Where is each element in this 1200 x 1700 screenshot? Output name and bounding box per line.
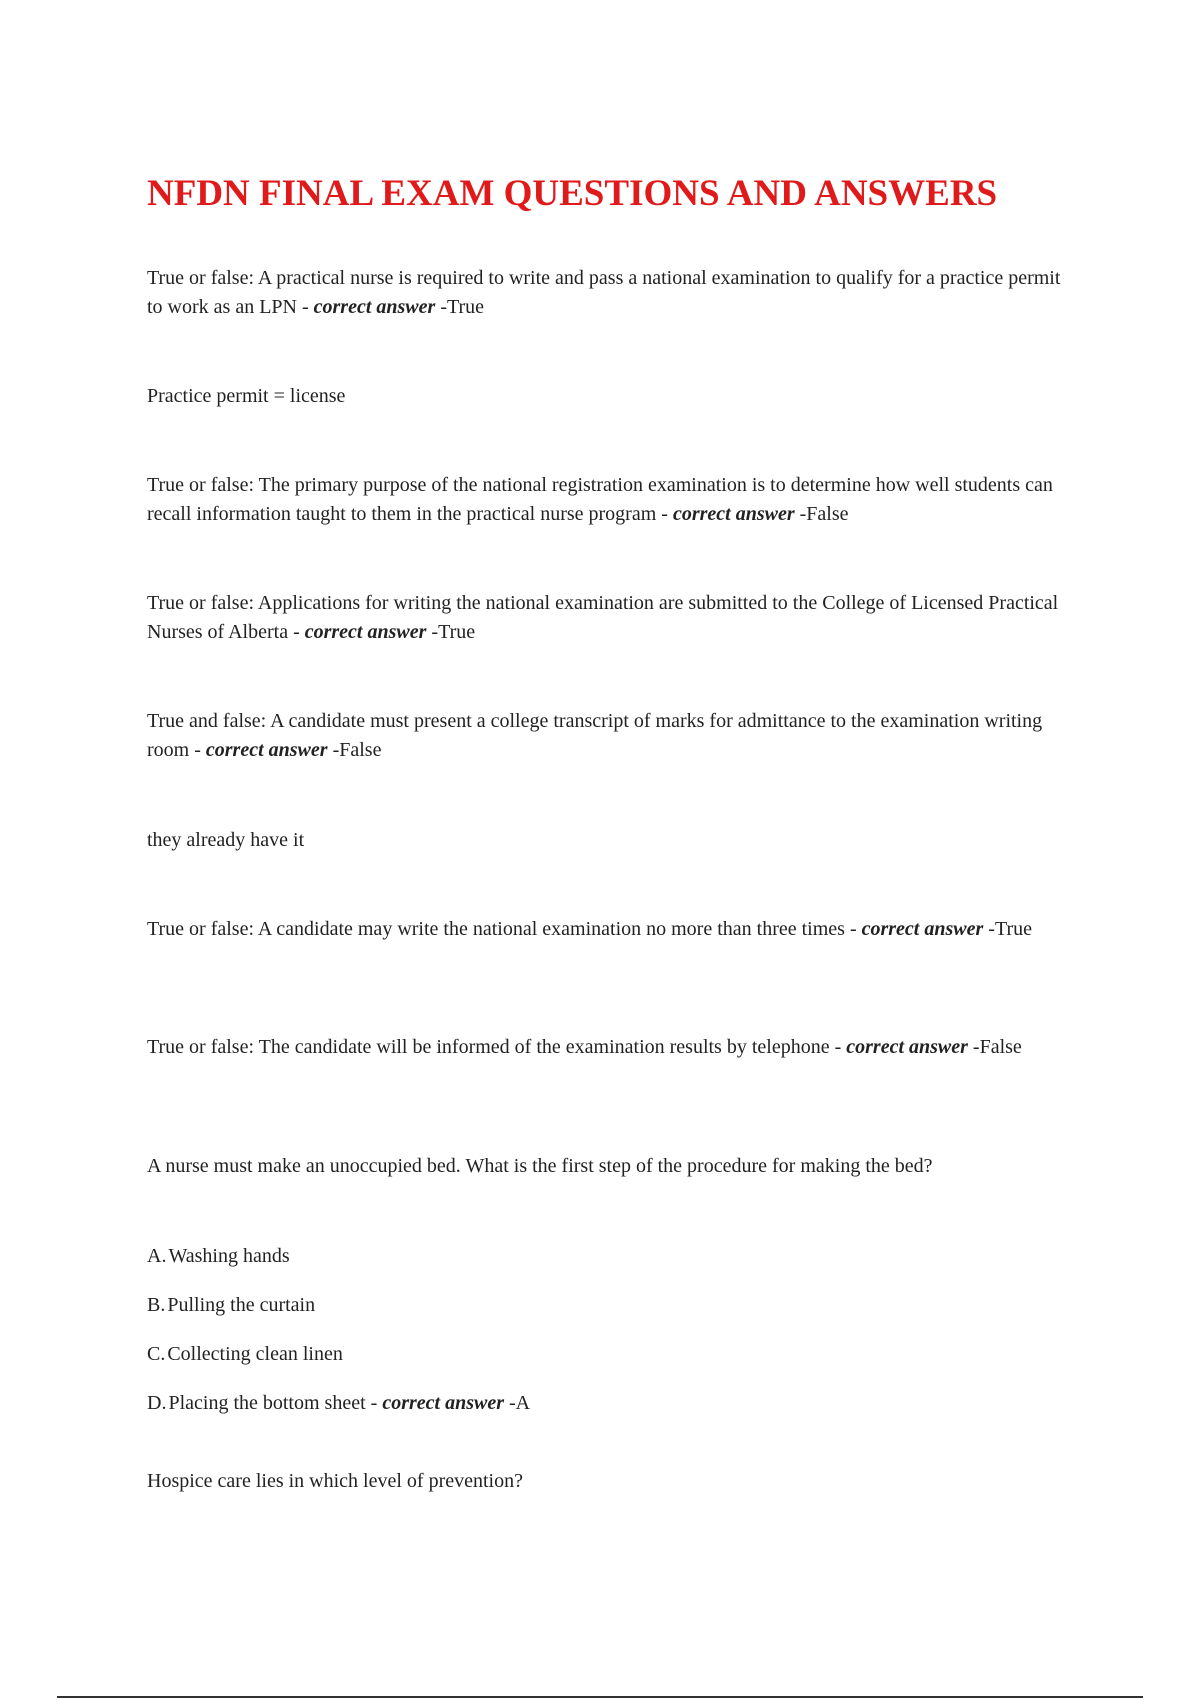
question-7: A nurse must make an unoccupied bed. What is the first step of the procedure for making the bed? xyxy=(147,1155,933,1177)
answer-value: -False xyxy=(332,739,382,761)
note-1: Practice permit = license xyxy=(147,385,346,407)
document-title: NFDN FINAL EXAM QUESTIONS AND ANSWERS xyxy=(147,173,998,214)
correct-answer-label: correct answer xyxy=(205,739,328,761)
question-8: Hospice care lies in which level of prevention? xyxy=(147,1470,523,1492)
answer-value: -False xyxy=(972,1036,1022,1058)
question-5: True or false: A candidate may write the national examination no more than three times - correct answer -True xyxy=(147,918,1032,940)
correct-answer-label: correct answer xyxy=(846,1036,968,1058)
note-2: they already have it xyxy=(147,829,305,851)
option-b: B. Pulling the curtain xyxy=(147,1294,316,1316)
bottom-divider xyxy=(57,1696,1143,1698)
correct-answer-label: correct answer xyxy=(304,621,427,643)
answer-value: -True xyxy=(431,621,476,643)
correct-answer-label: correct answer xyxy=(382,1392,504,1414)
question-4: True and false: A candidate must present a college transcript of marks for admittance to the examination writing room - correct answer -False xyxy=(147,710,1043,761)
answer-value: -False xyxy=(799,503,849,525)
option-a: A. Washing hands xyxy=(147,1245,290,1267)
option-c: C. Collecting clean linen xyxy=(147,1343,343,1365)
answer-value: -A xyxy=(508,1392,531,1414)
correct-answer-label: correct answer xyxy=(672,503,795,525)
correct-answer-label: correct answer xyxy=(861,918,984,940)
question-3: True or false: Applications for writing the national examination are submitted to the College of Licensed Practical Nurses of Alberta - correct answer -True xyxy=(147,592,1059,643)
question-1: True or false: A practical nurse is required to write and pass a national examination to qualify for a practice permit to work as an LPN - correct answer -True xyxy=(147,267,1061,318)
option-d: D. Placing the bottom sheet - correct answer -A xyxy=(147,1392,531,1414)
answer-value: -True xyxy=(988,918,1032,940)
answer-value: -True xyxy=(440,296,485,318)
question-2: True or false: The primary purpose of the national registration examination is to determine how well students can recall information taught to them in the practical nurse program - correct answer -False xyxy=(147,474,1053,525)
question-6: True or false: The candidate will be informed of the examination results by telephone - correct answer -False xyxy=(147,1036,1022,1058)
correct-answer-label: correct answer xyxy=(313,296,436,318)
